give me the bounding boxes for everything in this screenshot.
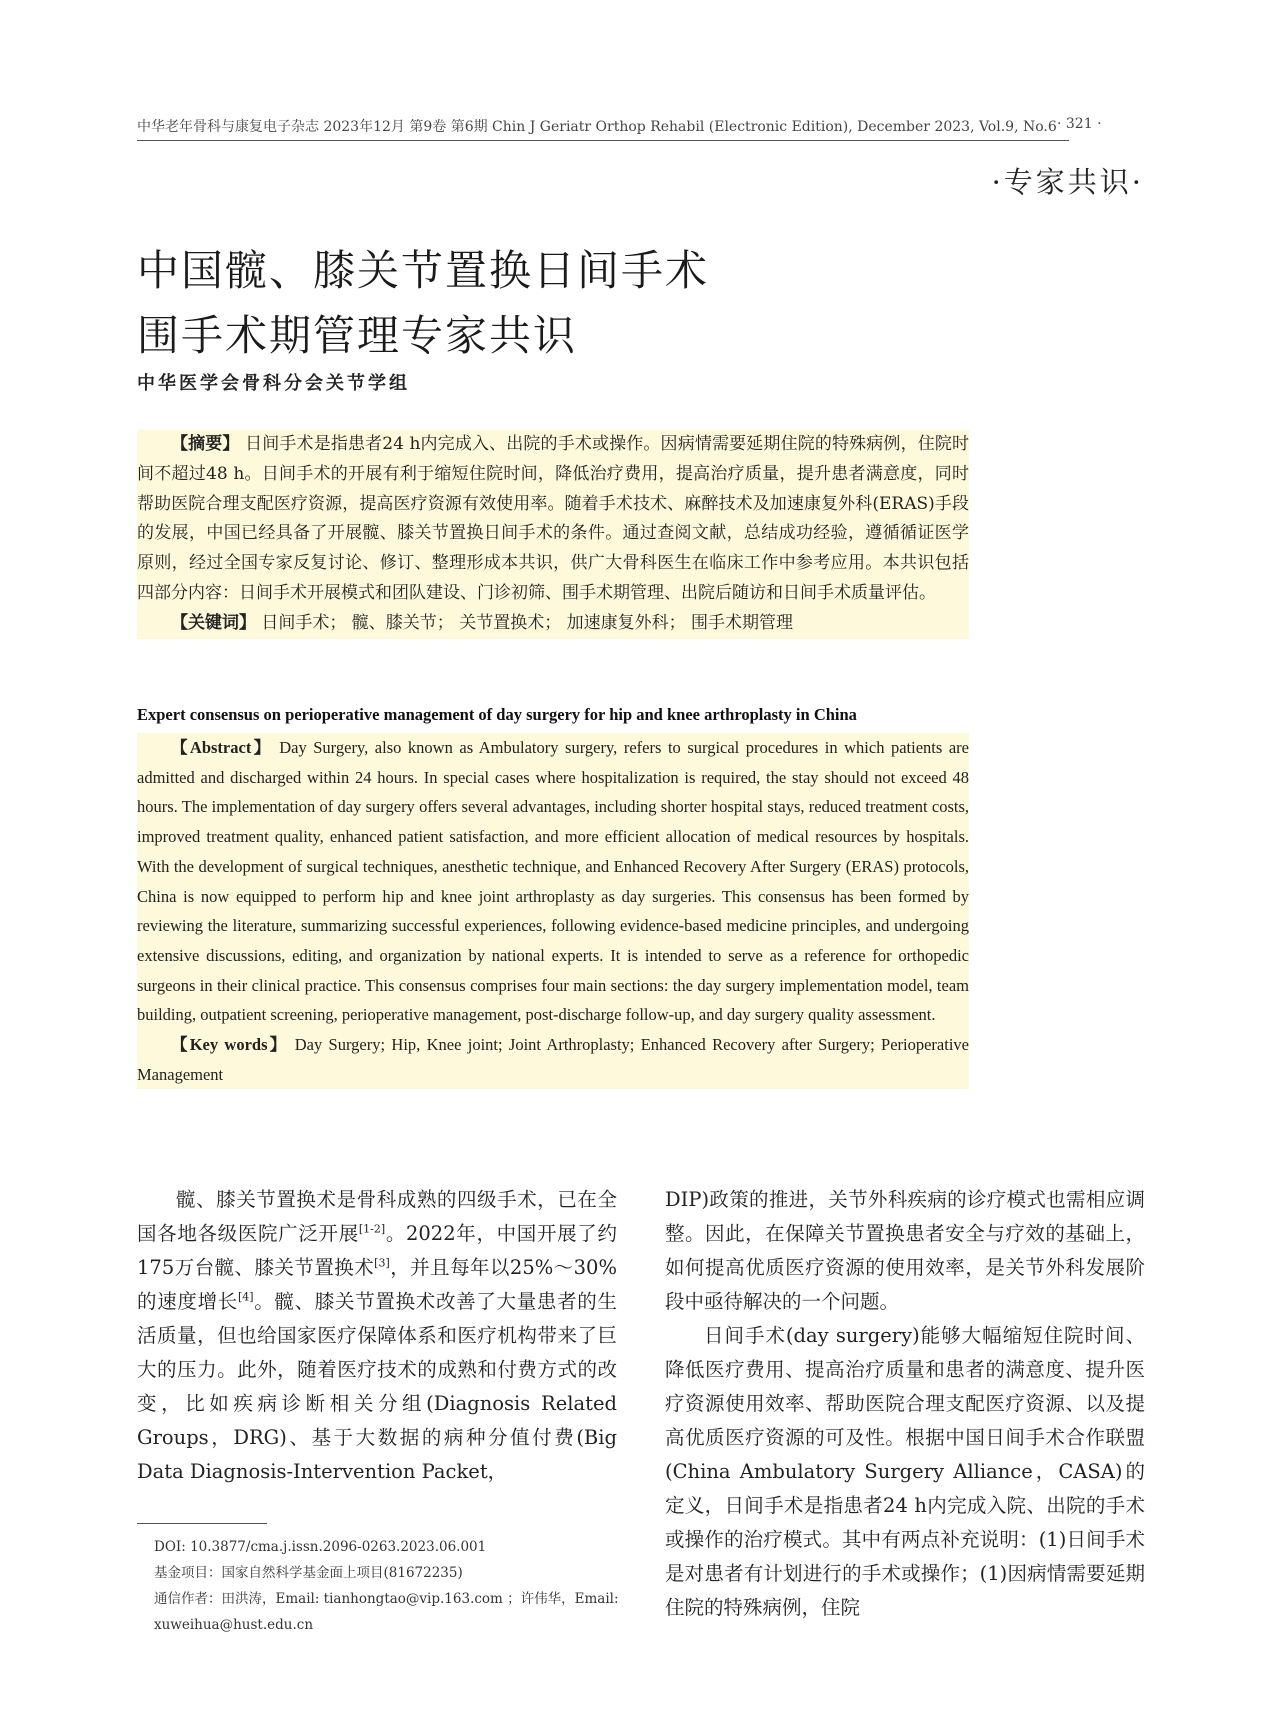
footnotes xyxy=(137,1534,627,1638)
keywords-cn xyxy=(137,609,969,639)
abstract-cn xyxy=(137,430,969,639)
abstract-en xyxy=(137,733,969,1089)
footnote-fund: 基金项目：国家自然科学基金面上项目(81672235) xyxy=(154,1565,463,1581)
reference-link[interactable]: [1-2] xyxy=(358,1222,386,1236)
english-title: Expert consensus on perioperative management of day surgery for hip and knee arthroplasty in China xyxy=(137,705,857,724)
journal-citation: 中华老年骨科与康复电子杂志 2023年12月 第9卷 第6期 Chin J Geriatr Orthop Rehabil (Electronic Edition), December 2023, Vol.9, No.6 xyxy=(137,119,1057,135)
body-text: ，并且每年以25%～30%的速度增长 xyxy=(137,1256,617,1313)
reference-link[interactable]: [4] xyxy=(237,1290,254,1304)
body-text: 。2022年，中国开展了约175万台髋、膝关节置换术 xyxy=(137,1222,617,1279)
body-column-right xyxy=(665,1183,1145,1625)
footnote-correspondence: 通信作者：田洪涛，Email: tianhongtao@vip.163.com ；许伟华，Email: xuweihua@hust.edu.cn xyxy=(154,1591,619,1633)
header-rule xyxy=(137,140,1069,141)
keywords-cn-text: 日间手术； 髋、膝关节； 关节置换术； 加速康复外科； 围手术期管理 xyxy=(256,612,794,633)
abstract-cn-text: 日间手术是指患者24 h内完成入、出院的手术或操作。因病情需要延期住院的特殊病例，住院时间不超过48 h。日间手术的开展有利于缩短住院时间，降低治疗费用，提高治疗质量，提升患者满意度，同时帮助医院合理支配医疗资源，提高医疗资源有效使用率。随着手术技术、麻醉技术及加速康复外科(ERAS)手段的发展，中国已经具备了开展髋、膝关节置换日间手术的条件。通过查阅文献，总结成功经验，遵循循证医学原则，经过全国专家反复讨论、修订、整理形成本共识，供广大骨科医生在临床工作中参考应用。本共识包括四部分内容：日间手术开展模式和团队建设、门诊初筛、围手术期管理、出院后随访和日间手术质量评估。 xyxy=(137,434,969,603)
footnote-doi[interactable]: DOI: 10.3877/cma.j.issn.2096-0263.2023.06.001 xyxy=(154,1539,487,1555)
body-text: 。髋、膝关节置换术改善了大量患者的生活质量，但也给国家医疗保障体系和医疗机构带来了巨大的压力。此外，随着医疗技术的成熟和付费方式的改变，比如疾病诊断相关分组(Diagnosis Related Groups，DRG)、基于大数据的病种分值付费(Big Data Diagnosis-Intervention Packet， xyxy=(137,1290,617,1483)
keywords-en-text: Day Surgery; Hip, Knee joint; Joint Arthroplasty; Enhanced Recovery after Surgery; Perioperative Management xyxy=(137,1035,969,1084)
running-head xyxy=(137,116,1137,136)
title-line-2: 围手术期管理专家共识 xyxy=(137,311,578,360)
footnote-rule xyxy=(137,1523,267,1524)
reference-link[interactable]: [3] xyxy=(374,1256,390,1270)
keywords-cn-label: 【关键词】 xyxy=(171,612,256,633)
title-line-1: 中国髋、膝关节置换日间手术 xyxy=(137,246,710,295)
body-column-left xyxy=(137,1183,617,1489)
keywords-en xyxy=(137,1030,969,1089)
section-label: ·专家共识· xyxy=(991,165,1144,199)
abstract-cn-paragraph xyxy=(137,430,969,609)
body-text: 髋、膝关节置换术是骨科成熟的四级手术，已在全国各地各级医院广泛开展 xyxy=(137,1188,617,1245)
body-paragraph xyxy=(137,1183,617,1489)
abstract-en-paragraph xyxy=(137,733,969,1030)
body-paragraph: 日间手术(day surgery)能够大幅缩短住院时间、降低医疗费用、提高治疗质量和患者的满意度、提升医疗资源使用效率、帮助医院合理支配医疗资源、以及提高优质医疗资源的可及性。根据中国日间手术合作联盟(China Ambulatory Surgery Alliance，CASA)的定义，日间手术是指患者24 h内完成入院、出院的手术或操作的治疗模式。其中有两点补充说明：(1)日间手术是对患者有计划进行的手术或操作；(1)因病情需要延期住院的特殊病例，住院 xyxy=(665,1324,1145,1619)
abstract-en-text: Day Surgery, also known as Ambulatory surgery, refers to surgical procedures in which patients are admitted and discharged within 24 hours. In special cases where hospitalization is required, the stay should not exceed 48 hours. The implementation of day surgery offers several advantages, including shorter hospital stays, reduced treatment costs, improved treatment quality, enhanced patient satisfaction, and more efficient allocation of medical resources by hospitals. With the development of surgical techniques, anesthetic technique, and Enhanced Recovery After Surgery (ERAS) protocols, China is now equipped to perform hip and knee joint arthroplasty as day surgeries. This consensus has been formed by reviewing the literature, summarizing successful experiences, following evidence-based medicine principles, and undergoing extensive discussions, editing, and organization by national experts. It is intended to serve as a reference for orthopedic surgeons in their clinical practice. This consensus comprises four main sections: the day surgery implementation model, team building, outpatient screening, perioperative management, post-discharge follow-up, and day surgery quality assessment. xyxy=(137,738,969,1025)
article-title xyxy=(137,238,937,368)
body-paragraph: DIP)政策的推进，关节外科疾病的诊疗模式也需相应调整。因此，在保障关节置换患者安全与疗效的基础上，如何提高优质医疗资源的使用效率，是关节外科发展阶段中亟待解决的一个问题。 xyxy=(665,1188,1145,1313)
authors: 中华医学会骨科分会关节学组 xyxy=(137,373,410,394)
keywords-en-label: 【Key words】 xyxy=(171,1035,289,1055)
abstract-en-label: 【Abstract】 xyxy=(171,738,273,757)
page-number: · 321 · xyxy=(1057,116,1102,132)
abstract-cn-label: 【摘要】 xyxy=(171,434,240,454)
